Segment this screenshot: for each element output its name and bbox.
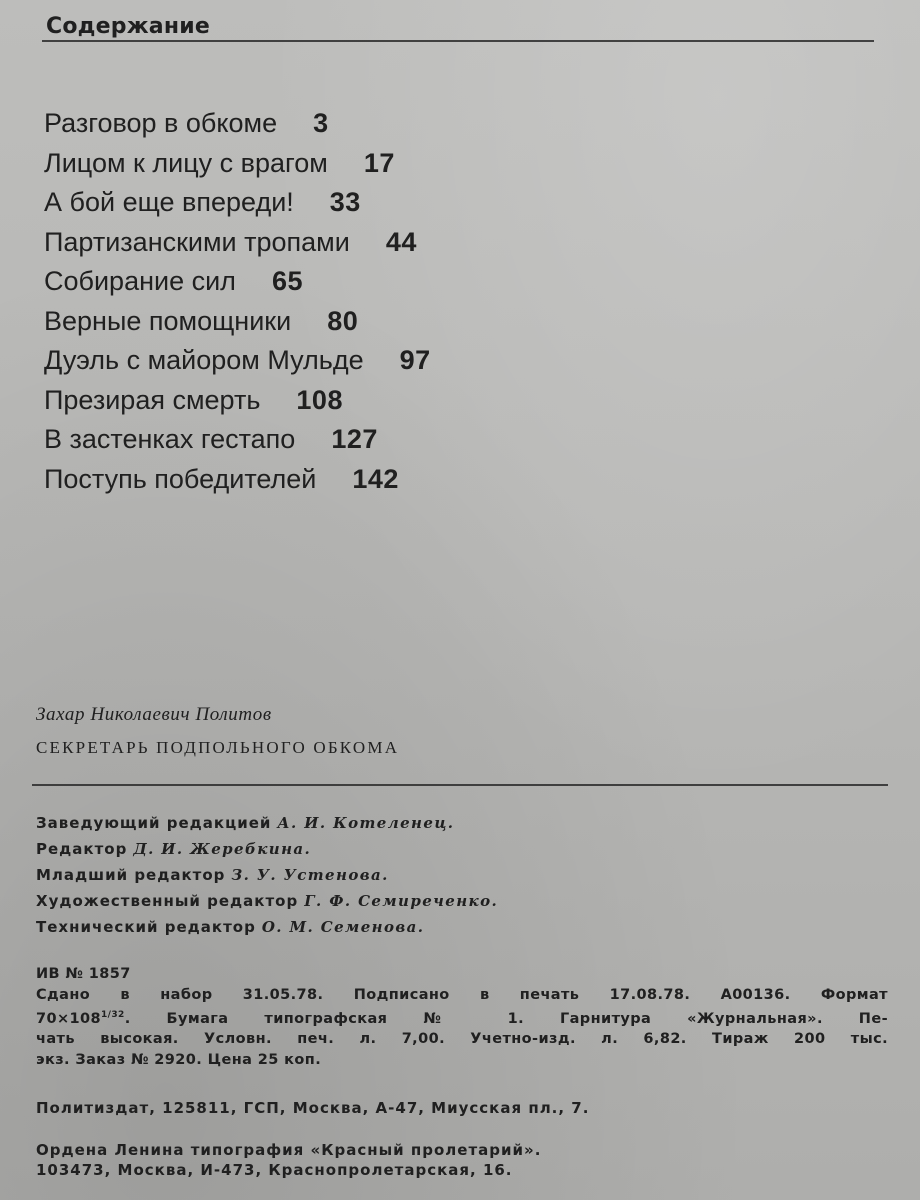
toc-entry bbox=[44, 144, 744, 184]
imprint-line bbox=[36, 1005, 888, 1029]
credit-person: А. И. Котеленец. bbox=[277, 814, 455, 832]
toc-entry-page: 44 bbox=[385, 226, 417, 257]
credit-line bbox=[36, 836, 886, 862]
toc-list bbox=[44, 104, 744, 499]
imprint-line: экз. Заказ № 2920. Цена 25 коп. bbox=[36, 1051, 322, 1068]
credit-line bbox=[36, 888, 886, 914]
toc-entry-title: Поступь победителей bbox=[44, 463, 317, 494]
credit-role: Младший редактор bbox=[36, 866, 226, 884]
toc-entry-title: Верные помощники bbox=[44, 305, 292, 336]
imprint-line: чать высокая. Условн. печ. л. 7,00. Учетно-изд. л. 6,82. Тираж 200 тыс. bbox=[36, 1031, 888, 1048]
imprint-format: 70×108 bbox=[36, 1010, 101, 1027]
credit-role: Редактор bbox=[36, 840, 128, 858]
toc-entry-title: Партизанскими тропами bbox=[44, 226, 350, 257]
toc-entry-page: 127 bbox=[331, 424, 378, 454]
toc-entry bbox=[44, 104, 744, 144]
printer-address: 103473, Москва, И-473, Краснопролетарская, 16. bbox=[36, 1161, 513, 1179]
credit-role: Технический редактор bbox=[36, 918, 256, 936]
credit-line bbox=[36, 862, 886, 888]
toc-entry-title: Дуэль с майором Мульде bbox=[44, 345, 364, 375]
toc-entry-page: 97 bbox=[399, 345, 431, 375]
credit-role: Заведующий редакцией bbox=[36, 814, 272, 832]
printer-block bbox=[36, 1140, 886, 1180]
printer-name: Ордена Ленина типография «Красный пролетарий». bbox=[36, 1141, 542, 1159]
imprint-format-fraction: 1/32 bbox=[101, 1010, 125, 1020]
toc-entry-page: 3 bbox=[313, 108, 329, 138]
imprint-iv-number: ИВ № 1857 bbox=[36, 966, 131, 982]
book-author: Захар Николаевич Политов bbox=[36, 704, 272, 725]
imprint-block bbox=[36, 964, 888, 1070]
middle-divider bbox=[32, 784, 888, 786]
toc-entry-title: Лицом к лицу с врагом bbox=[44, 147, 328, 178]
toc-entry-page: 33 bbox=[329, 187, 361, 217]
toc-entry bbox=[44, 302, 744, 342]
toc-entry-page: 17 bbox=[363, 147, 395, 178]
book-title: СЕКРЕТАРЬ ПОДПОЛЬНОГО ОБКОМА bbox=[36, 738, 400, 757]
toc-entry bbox=[44, 223, 744, 263]
credit-person: Д. И. Жеребкина. bbox=[133, 840, 312, 858]
top-divider bbox=[42, 40, 874, 42]
toc-entry-title: Собирание сил bbox=[44, 266, 236, 296]
imprint-line-rest: . Бумага типографская № 1. Гарнитура «Журнальная». Пе- bbox=[124, 1010, 888, 1027]
toc-entry bbox=[44, 262, 744, 302]
credit-line bbox=[36, 810, 886, 836]
imprint-line: Сдано в набор 31.05.78. Подписано в печать 17.08.78. А00136. Формат bbox=[36, 986, 888, 1003]
toc-entry bbox=[44, 420, 744, 460]
editorial-credits bbox=[36, 810, 886, 940]
toc-entry-page: 108 bbox=[296, 384, 343, 415]
toc-heading: Содержание bbox=[46, 14, 210, 39]
publisher-address: Политиздат, 125811, ГСП, Москва, А-47, Миусская пл., 7. bbox=[36, 1099, 590, 1117]
credit-person: О. М. Семенова. bbox=[261, 918, 425, 936]
toc-entry-title: А бой еще впереди! bbox=[44, 187, 294, 217]
credit-line bbox=[36, 914, 886, 940]
toc-entry bbox=[44, 460, 744, 500]
credit-person: Г. Ф. Семиреченко. bbox=[304, 892, 499, 910]
toc-entry bbox=[44, 381, 744, 421]
toc-entry bbox=[44, 183, 744, 223]
credit-role: Художественный редактор bbox=[36, 892, 299, 910]
toc-entry bbox=[44, 341, 744, 381]
credit-person: З. У. Устенова. bbox=[231, 866, 389, 884]
toc-entry-title: Презирая смерть bbox=[44, 384, 261, 415]
toc-entry-page: 142 bbox=[352, 463, 399, 494]
toc-entry-title: В застенках гестапо bbox=[44, 424, 296, 454]
toc-entry-page: 65 bbox=[271, 266, 303, 296]
toc-entry-page: 80 bbox=[327, 305, 359, 336]
toc-entry-title: Разговор в обкоме bbox=[44, 108, 278, 138]
